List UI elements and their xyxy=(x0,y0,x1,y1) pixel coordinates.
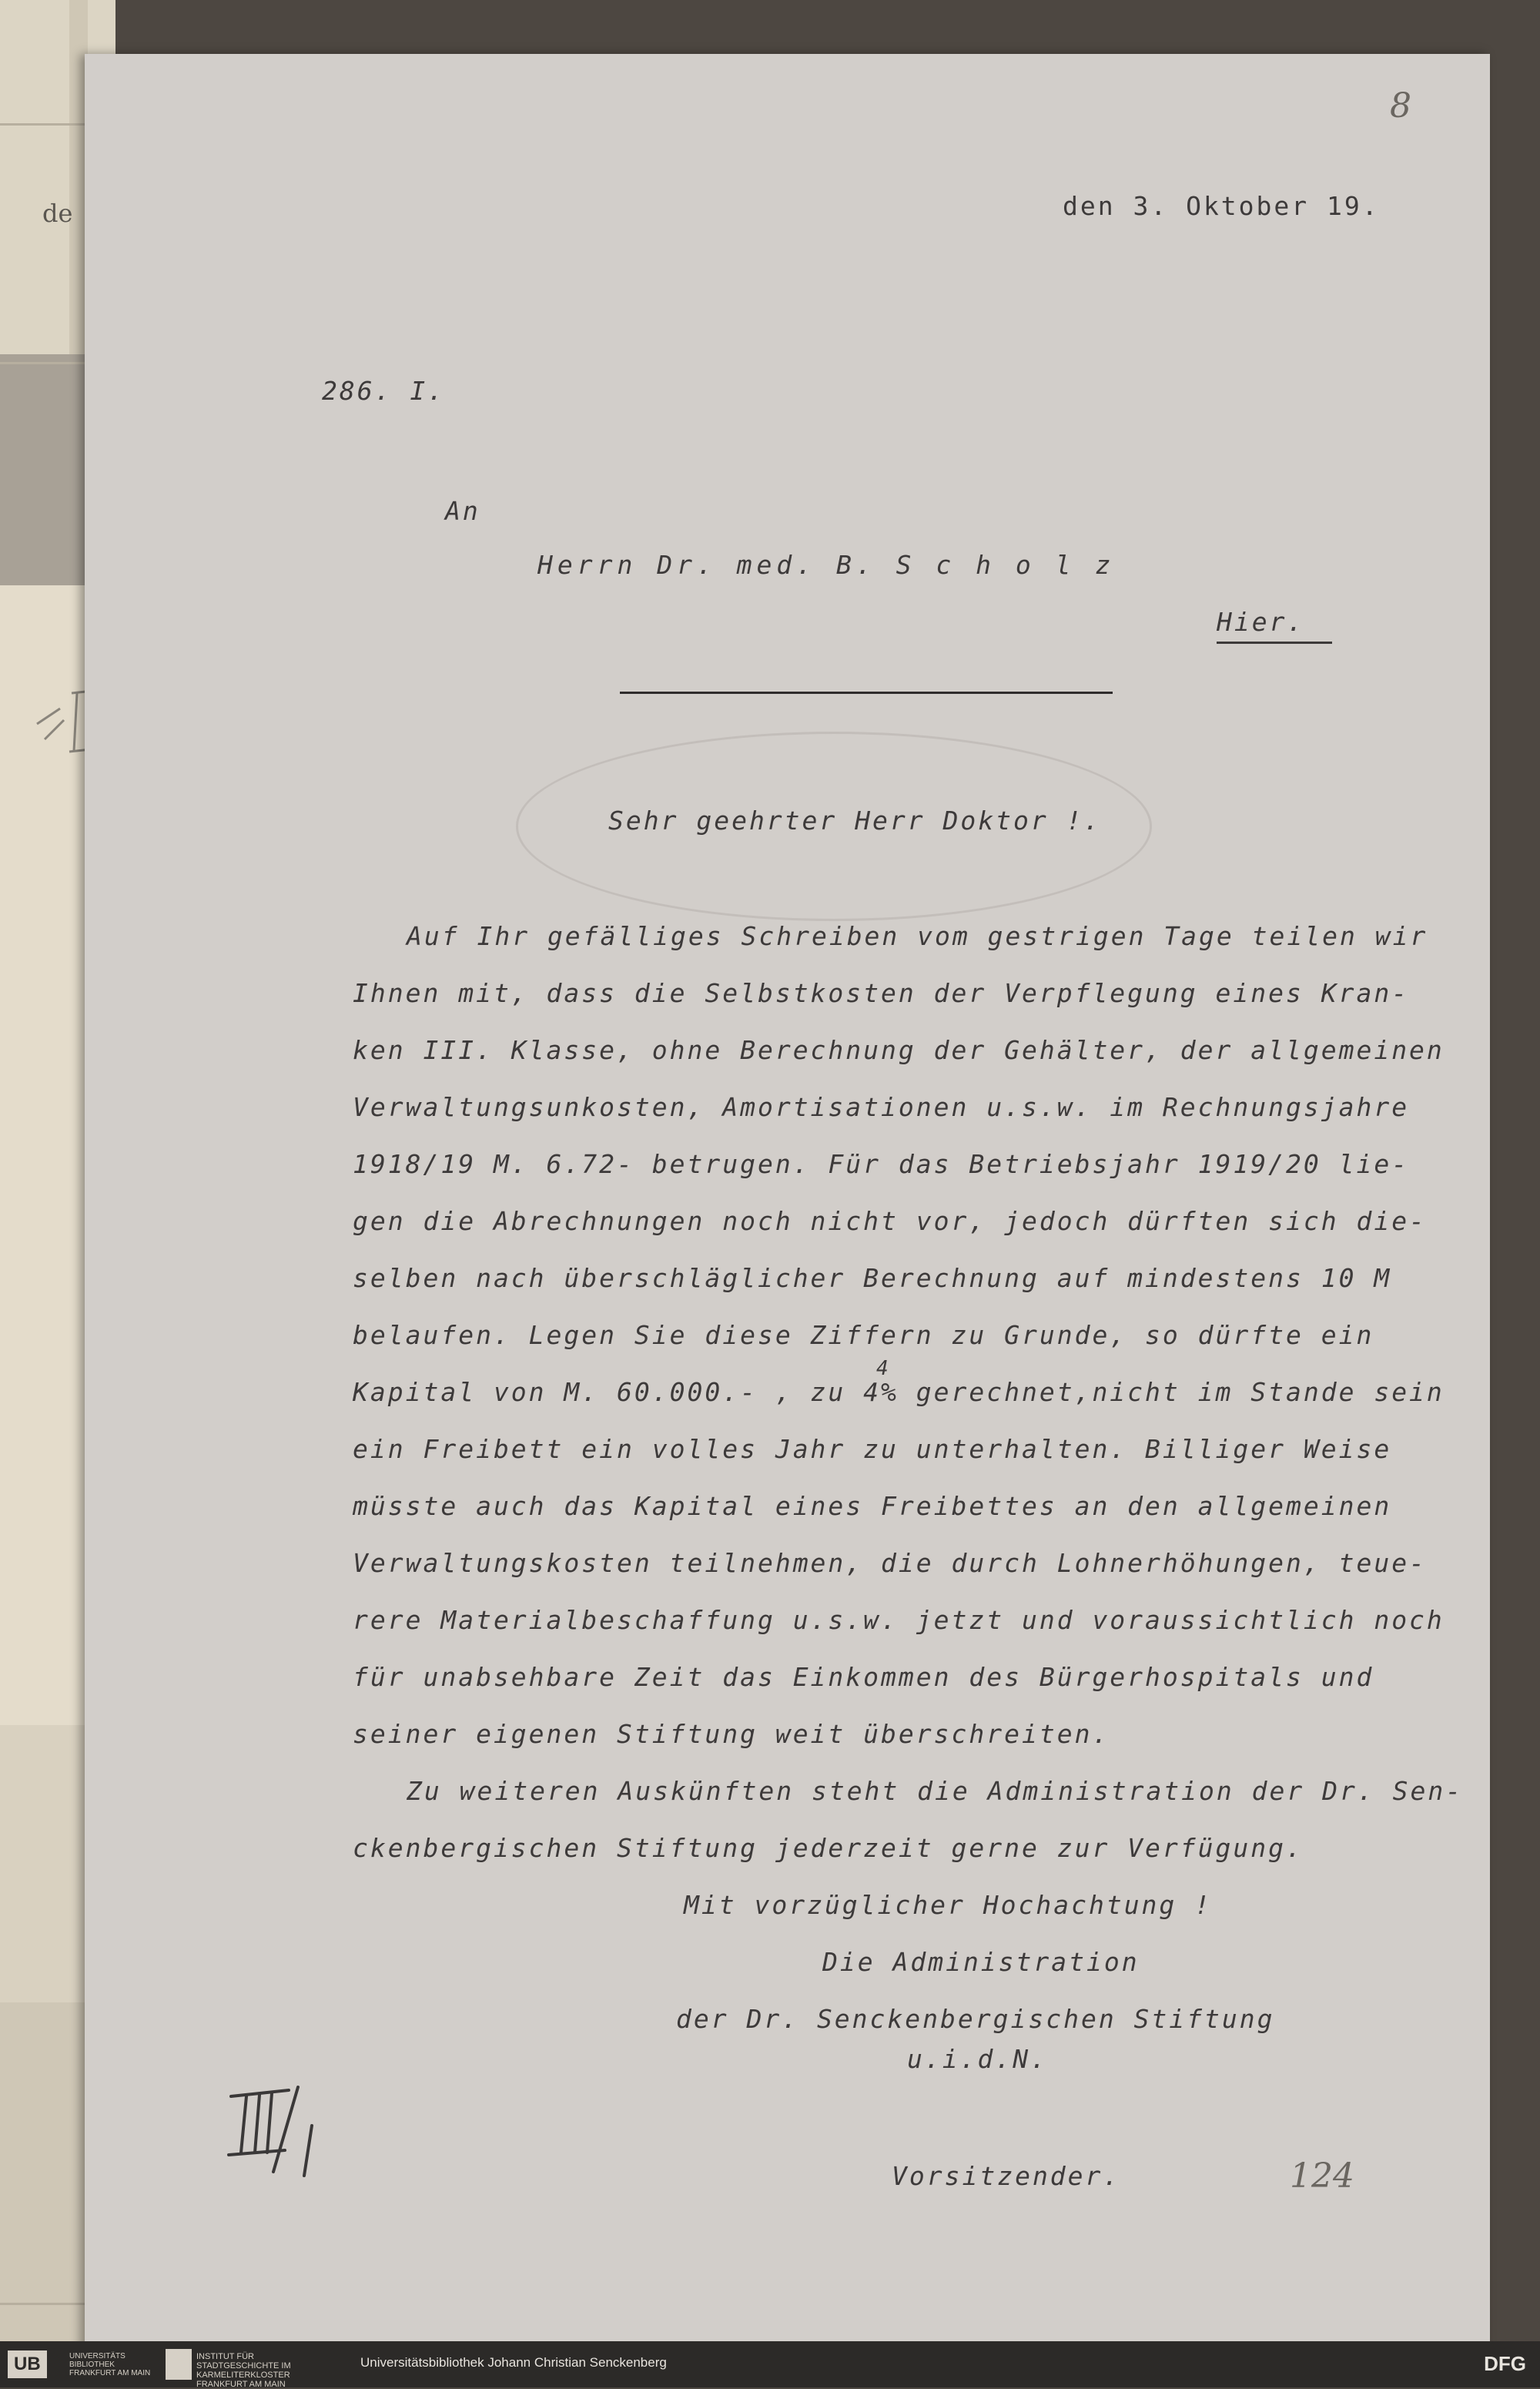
body-line: seiner eigenen Stiftung weit überschreiten. xyxy=(353,1719,1110,1749)
body-line: Auf Ihr gefälliges Schreiben vom gestrigen Tage teilen wir xyxy=(407,921,1428,951)
body-line: Zu weiteren Auskünften steht die Administration der Dr. Sen- xyxy=(407,1776,1464,1806)
closing-line: u.i.d.N. xyxy=(907,2044,1048,2074)
body-line: ken III. Klasse, ohne Berechnung der Gehälter, der allgemeinen xyxy=(353,1035,1445,1065)
body-line: rere Materialbeschaffung u.s.w. jetzt und voraussichtlich noch xyxy=(353,1605,1445,1635)
signature-title: Vorsitzender. xyxy=(892,2161,1121,2191)
pencil-page-number: 124 xyxy=(1290,2156,1354,2196)
background-page-text: de xyxy=(42,199,73,228)
body-line: Verwaltungsunkosten, Amortisationen u.s.w. im Rechnungsjahre xyxy=(353,1092,1410,1122)
ub-logo: UB xyxy=(8,2350,47,2378)
closing-line: Die Administration xyxy=(822,1947,1140,1977)
closing-line: der Dr. Senckenbergischen Stiftung xyxy=(676,2004,1275,2034)
closing-line: Mit vorzüglicher Hochachtung ! xyxy=(684,1890,1213,1920)
isg-logo-icon xyxy=(166,2349,192,2380)
body-line: selben nach überschläglicher Berechnung auf mindestens 10 M xyxy=(353,1263,1392,1293)
library-name: Universitätsbibliothek Johann Christian Senckenberg xyxy=(360,2355,667,2370)
isg-logo-text: INSTITUT FÜR STADTGESCHICHTE IM KARMELITERKLOSTER FRANKFURT AM MAIN xyxy=(196,2352,291,2389)
body-line: müsste auch das Kapital eines Freibettes an den allgemeinen xyxy=(353,1491,1392,1521)
separator-rule xyxy=(620,692,1113,694)
letter-date: den 3. Oktober 19. xyxy=(1063,191,1380,221)
recipient-name: Herrn Dr. med. B. S c h o l z xyxy=(537,550,1116,580)
handwritten-pen-marks xyxy=(227,2079,335,2180)
body-line: Verwaltungskosten teilnehmen, die durch Lohnerhöhungen, teue- xyxy=(353,1548,1427,1578)
percent-correction: 4 xyxy=(876,1357,891,1380)
letter-reference: 286. I. xyxy=(322,376,446,406)
body-line: für unabsehbare Zeit das Einkommen des Bürgerhospitals und xyxy=(353,1662,1374,1692)
body-line: ckenbergischen Stiftung jederzeit gerne zur Verfügung. xyxy=(353,1833,1304,1863)
body-line: Kapital von M. 60.000.- , zu 4% gerechnet,nicht im Stande sein xyxy=(353,1377,1445,1407)
body-line: 1918/19 M. 6.72- betrugen. Für das Betriebsjahr 1919/20 lie- xyxy=(353,1149,1410,1179)
place-underline xyxy=(1217,642,1332,644)
letter-sheet xyxy=(85,54,1490,2357)
body-line: belaufen. Legen Sie diese Ziffern zu Grunde, so dürfte ein xyxy=(353,1320,1374,1350)
body-line: Ihnen mit, dass die Selbstkosten der Verpflegung eines Kran- xyxy=(353,978,1410,1008)
dfg-logo: DFG xyxy=(1484,2352,1526,2375)
recipient-to: An xyxy=(445,496,480,526)
ub-logo-subtext: UNIVERSITÄTS BIBLIOTHEK FRANKFURT AM MAIN xyxy=(69,2352,151,2377)
body-line: ein Freibett ein volles Jahr zu unterhalten. Billiger Weise xyxy=(353,1434,1392,1464)
salutation: Sehr geehrter Herr Doktor !. xyxy=(608,806,1102,836)
pen-marks-label: III/1. xyxy=(281,2133,284,2134)
recipient-place: Hier. xyxy=(1217,607,1305,637)
footer-bar xyxy=(0,2341,1540,2387)
pencil-folio-number: 8 xyxy=(1390,86,1411,126)
body-line: gen die Abrechnungen noch nicht vor, jedoch dürften sich die- xyxy=(353,1206,1427,1236)
